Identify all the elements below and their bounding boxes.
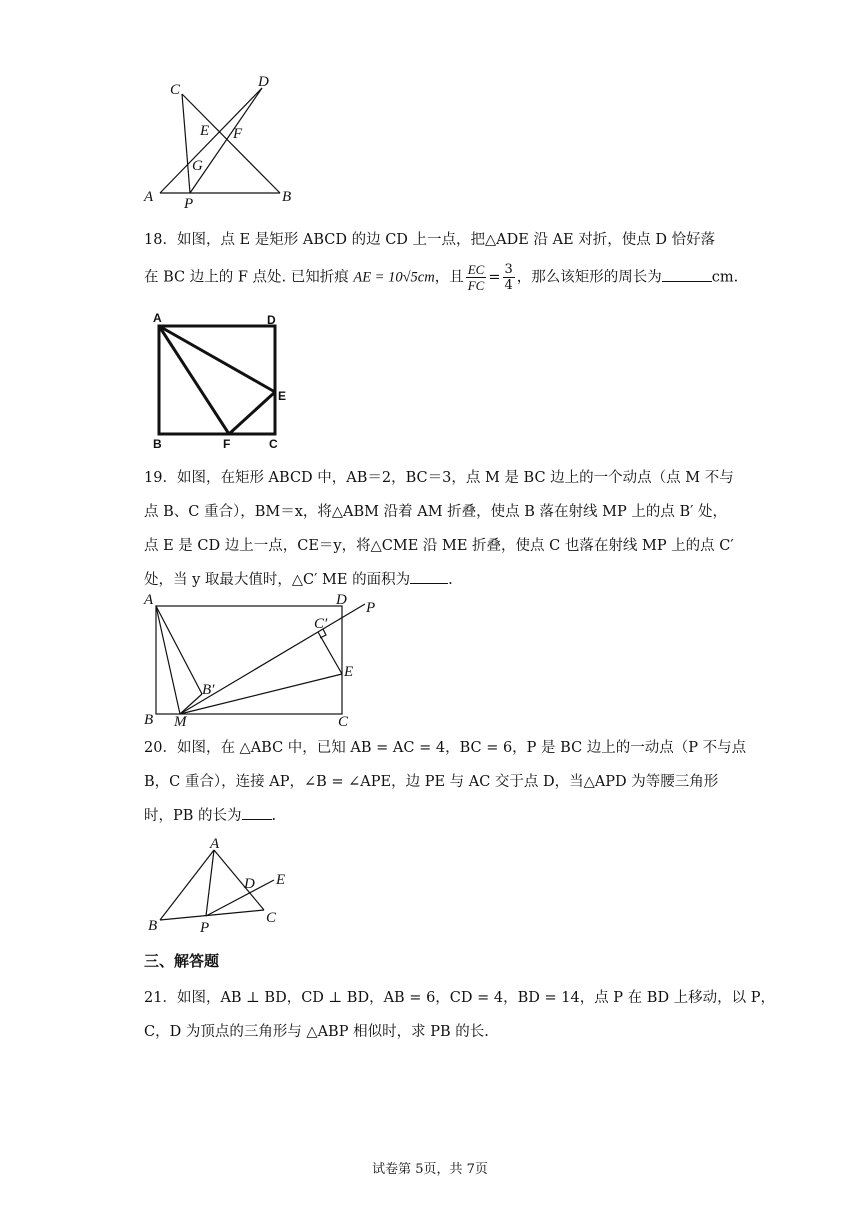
q21-line2: C，D 为顶点的三角形与 △ABP 相似时，求 PB 的长.: [144, 1024, 489, 1040]
label-E: E: [278, 389, 287, 403]
label-A: A: [144, 592, 154, 608]
label-C: C: [266, 910, 277, 926]
q21-line1: 21．如图，AB ⊥ BD，CD ⊥ BD，AB = 6，CD = 4，BD = 14，点 P 在 BD 上移动，以 P，: [144, 990, 776, 1006]
q18-frac2-den: 4: [504, 278, 513, 293]
q19-line4: [144, 568, 453, 589]
q20-line3-text: 时，PB 的长为: [144, 808, 242, 824]
figure-q18: [145, 308, 305, 452]
label-D: D: [267, 313, 276, 327]
label-G: G: [192, 158, 203, 174]
label-B: B: [144, 712, 154, 728]
q18-fraction-3-4: [503, 262, 515, 293]
label-E: E: [200, 123, 210, 139]
q18-line2-a: 在 BC 边上的 F 点处. 已知折痕: [144, 269, 354, 286]
label-D: D: [336, 592, 347, 608]
q18-line2-d: cm.: [711, 269, 739, 286]
q18-frac2-num: 3: [504, 262, 513, 277]
q18-frac-num: EC: [467, 262, 485, 277]
q19-line2: 点 B、C 重合），BM＝x，将△ABM 沿着 AM 折叠，使点 B 落在射线 MP 上的点 B′ 处，: [144, 504, 728, 520]
label-E: E: [344, 664, 354, 680]
q20-answer-blank: [242, 805, 272, 820]
label-B: B: [153, 437, 162, 451]
q18-answer-blank: [662, 267, 712, 282]
label-B-prime: B′: [202, 682, 215, 698]
q18-frac-den: FC: [467, 278, 485, 293]
q20-line3: [144, 804, 276, 825]
label-B: B: [282, 189, 292, 205]
q19-line4-end: .: [448, 572, 453, 588]
q18-ae-expr: AE = 10√5cm: [353, 269, 435, 286]
q19-answer-blank: [410, 569, 448, 584]
q19-line3: 点 E 是 CD 边上一点，CE＝y，将△CME 沿 ME 折叠，使点 C 也落在射线 MP 上的点 C′: [144, 538, 734, 554]
label-C: C: [170, 82, 181, 98]
label-F: F: [233, 126, 243, 142]
q18-line1: 18．如图，点 E 是矩形 ABCD 的边 CD 上一点，把△ADE 沿 AE 对折，使点 D 恰好落: [144, 232, 716, 248]
label-M: M: [174, 714, 187, 730]
label-C: C: [269, 437, 278, 451]
q20-line2: B，C 重合），连接 AP，∠B = ∠APE，边 PE 与 AC 交于点 D，当△APD 为等腰三角形: [144, 774, 719, 790]
q18-frac-eq: =: [488, 269, 501, 286]
label-P: P: [184, 196, 194, 210]
q18-fraction-ec-fc: [466, 262, 487, 293]
label-C-prime: C′: [314, 616, 328, 632]
label-D: D: [244, 876, 255, 892]
label-C: C: [338, 714, 349, 730]
figure-q19: [140, 590, 390, 730]
label-A: A: [144, 189, 154, 205]
section-heading-3: 三、解答题: [144, 952, 220, 970]
label-D: D: [258, 74, 269, 90]
label-A: A: [210, 838, 220, 852]
figure-q17: [140, 70, 310, 210]
label-P: P: [366, 600, 376, 616]
label-E: E: [276, 872, 286, 888]
q18-line2-c: ，那么该矩形的周长为: [516, 269, 662, 286]
label-A: A: [153, 311, 162, 325]
q18-line2: [144, 262, 738, 293]
figure-q20: [144, 838, 294, 938]
q19-line4-text: 处，当 y 取最大值时，△C′ ME 的面积为: [144, 572, 411, 588]
q18-line2-b: ，且: [434, 269, 464, 286]
figure-q17-svg: [140, 70, 310, 210]
label-B: B: [148, 918, 158, 934]
figure-q20-svg: [144, 838, 294, 938]
q20-line3-end: .: [271, 808, 277, 824]
figure-q18-svg: [145, 308, 305, 452]
label-P: P: [200, 920, 210, 936]
label-F: F: [223, 437, 231, 451]
figure-q19-svg: [140, 590, 390, 730]
q19-line1: 19．如图，在矩形 ABCD 中，AB＝2，BC＝3，点 M 是 BC 边上的一个动点（点 M 不与: [144, 470, 734, 486]
q20-line1: 20．如图，在 △ABC 中，已知 AB = AC = 4，BC = 6，P 是 BC 边上的一动点（P 不与点: [144, 740, 747, 756]
page-footer: 试卷第 5页，共 7页: [372, 1162, 488, 1177]
